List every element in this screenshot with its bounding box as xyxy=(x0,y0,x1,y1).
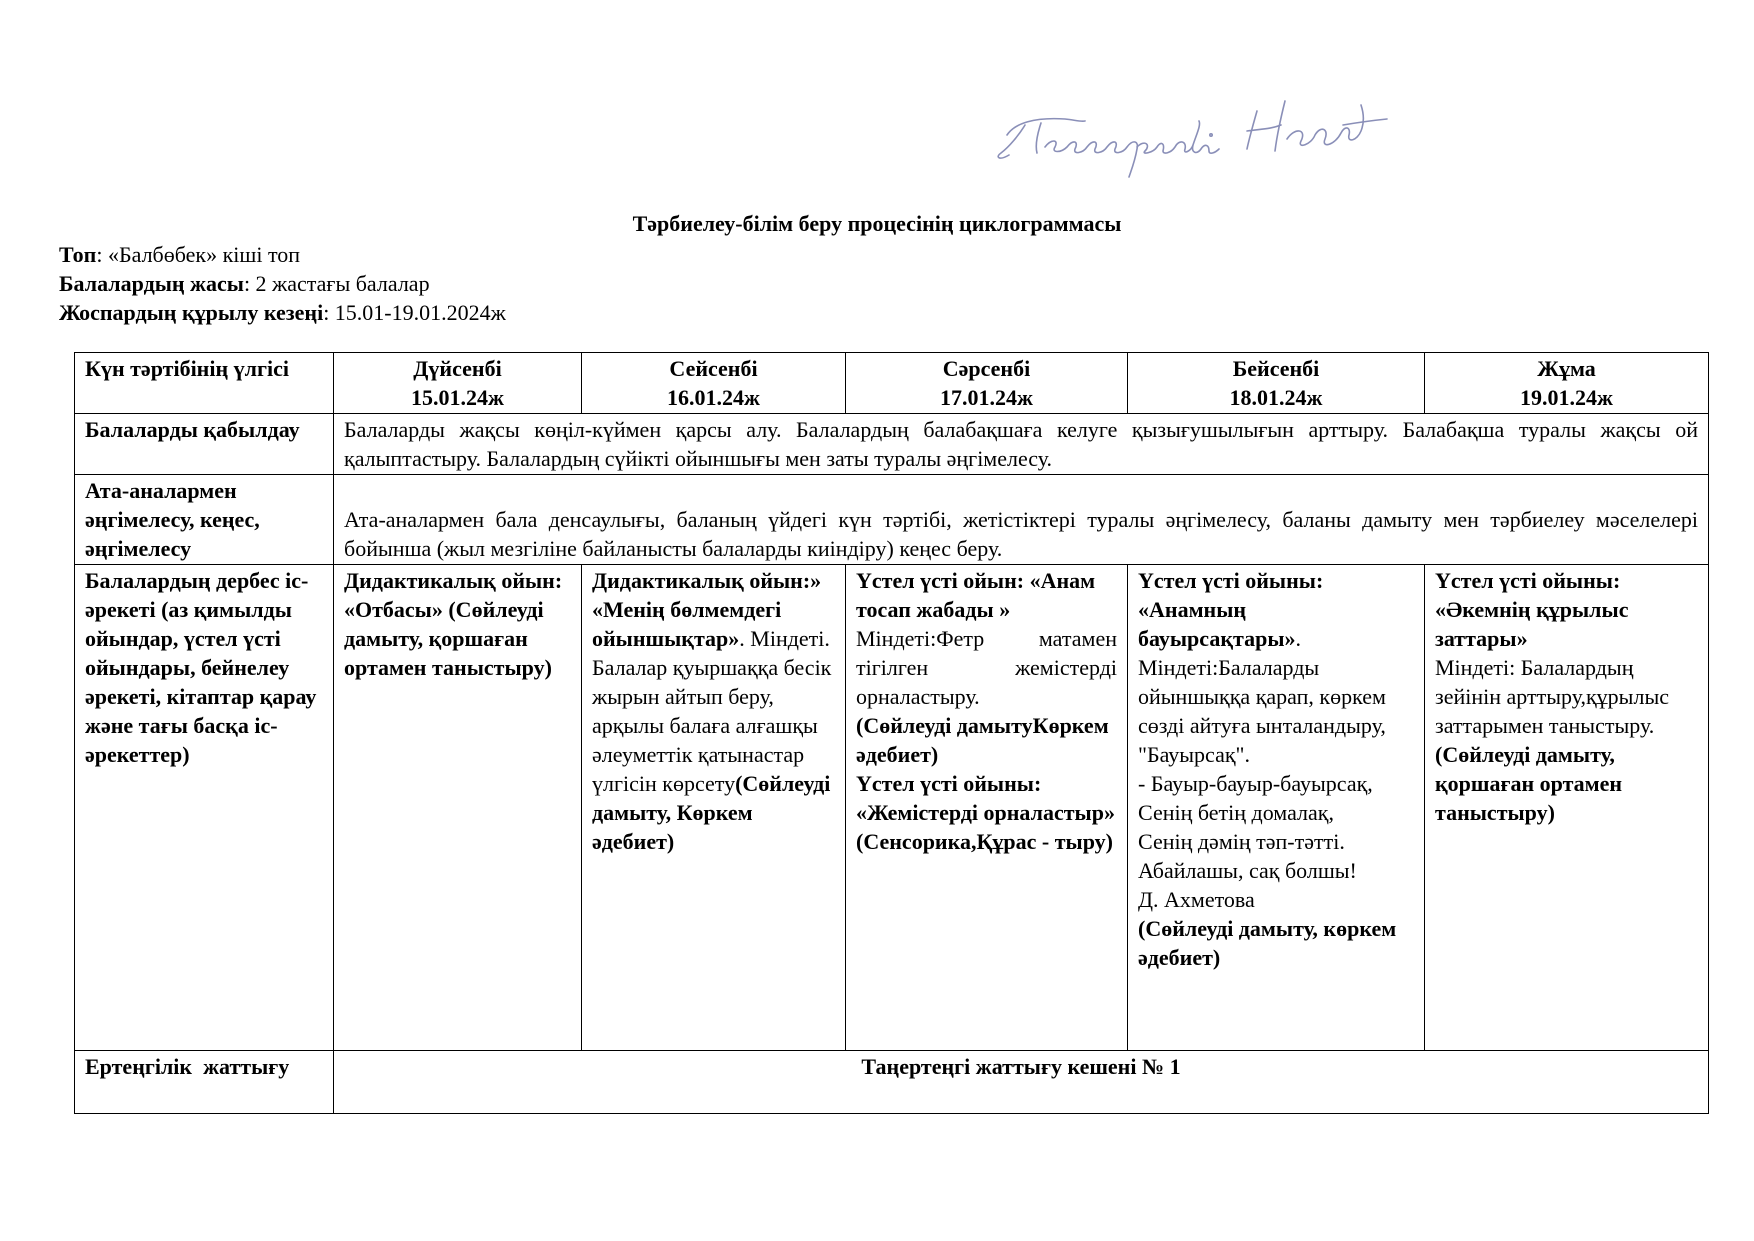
document-title: Тәрбиелеу-білім беру процесінің циклограммасы xyxy=(632,211,1122,236)
activity-title: Үстел үсті ойын: «Анам тосап жабады » xyxy=(856,568,1096,622)
day-date: 18.01.24ж xyxy=(1229,385,1323,410)
activity-wednesday xyxy=(846,565,1128,1051)
activity-task: Міндеті: Балалардың зейінін арттыру,құрылыс заттарымен таныстыру. xyxy=(1435,655,1669,738)
activity-title: Дидактикалық ойын:» «Менің бөлмемдегі ойыншықтар» xyxy=(592,568,822,651)
day-header-thursday xyxy=(1128,353,1425,414)
row-label: Балалардың дербес іс-әрекеті (аз қимылды ойындар, үстел үсті ойындары, бейнелеу әрекеті, кітаптар қарау және тағы басқа іс-әрекеттер) xyxy=(75,565,334,1051)
cyclogram-table xyxy=(74,352,1709,1114)
day-date: 15.01.24ж xyxy=(411,385,504,410)
activity-thursday xyxy=(1128,565,1425,1051)
group-value: : «Балбөбек» кіші топ xyxy=(96,242,301,267)
day-header-tuesday xyxy=(582,353,846,414)
exercise-row xyxy=(75,1051,1709,1114)
day-header-wednesday xyxy=(846,353,1128,414)
activity-title: Үстел үсті ойыны: «Анамның бауырсақтары» xyxy=(1138,568,1324,651)
activity-area: (Сөйлеуді дамыту, көркем әдебиет) xyxy=(1138,916,1397,970)
group-label: Топ xyxy=(59,242,97,267)
activity-tuesday xyxy=(582,565,846,1051)
day-name: Сәрсенбі xyxy=(942,356,1031,381)
day-date: 16.01.24ж xyxy=(667,385,760,410)
age-label: Балалардың жасы xyxy=(59,271,244,296)
row-label: Ата-аналармен әңгімелесу, кеңес, әңгімелесу xyxy=(75,475,334,565)
poem-line: - Бауыр-бауыр-бауырсақ, xyxy=(1138,771,1373,796)
activity-monday xyxy=(334,565,582,1051)
parents-row xyxy=(75,475,1709,565)
activity-area: (Сөйлеуді дамыту, қоршаған ортамен таныстыру) xyxy=(1435,742,1623,825)
age-value: : 2 жастағы балалар xyxy=(243,271,430,296)
period-value: : 15.01-19.01.2024ж xyxy=(323,300,506,325)
activity-task: Міндеті:Фетр матамен тігілген жемістерді орналастыру. xyxy=(856,626,1117,709)
day-date: 17.01.24ж xyxy=(940,385,1033,410)
group-line xyxy=(59,240,506,269)
row-label: Балаларды қабылдау xyxy=(75,414,334,475)
activity-friday xyxy=(1425,565,1709,1051)
poem-line: Сенің бетің домалақ, xyxy=(1138,800,1334,825)
day-name: Бейсенбі xyxy=(1232,356,1320,381)
poem-line: Абайлашы, сақ болшы! xyxy=(1138,858,1357,883)
reception-row xyxy=(75,414,1709,475)
day-name: Жұма xyxy=(1537,356,1596,381)
activity-task: . Міндеті. Балалар қуыршаққа бесік жырын айтып беру, арқылы балаға алғашқы әлеуметтік қатынастар үлгісін көрсету xyxy=(592,626,832,796)
header-row xyxy=(75,353,1709,414)
day-header-monday xyxy=(334,353,582,414)
day-name: Сейсенбі xyxy=(669,356,758,381)
activity-title: Үстел үсті ойыны: «Әкемнің құрылыс заттары» xyxy=(1435,568,1629,651)
day-date: 19.01.24ж xyxy=(1520,385,1613,410)
activity-area: (Сөйлеуді дамыту, Көркем әдебиет) xyxy=(592,771,831,854)
age-line xyxy=(59,269,506,298)
handwritten-signature xyxy=(995,95,1415,185)
day-name: Дүйсенбі xyxy=(413,356,502,381)
parents-text: Ата-аналармен бала денсаулығы, баланың үйдегі күн тәртібі, жетістіктері туралы әңгімелесу, баланы дамыту мен тәрбиелеу мәселелері бойынша (жыл мезгіліне байланысты балаларды киіндіру) кеңес беру. xyxy=(334,475,1709,565)
activity-title-second: Үстел үсті ойыны: «Жемістерді орналастыр» (Сенсорика,Құрас - тыру) xyxy=(856,771,1115,854)
reception-text: Балаларды жақсы көңіл-күймен қарсы алу. Балалардың балабақшаға келуге қызығушылығын арттыру. Балабақша туралы жақсы ой қалыптастыру. Балалардың сүйікті ойыншығы мен заты туралы әңгімелесу. xyxy=(334,414,1709,475)
period-line xyxy=(59,298,506,327)
activity-title: Дидактикалық ойын: «Отбасы» (Сөйлеуді дамыту, қоршаған ортамен таныстыру) xyxy=(344,568,563,680)
document-meta xyxy=(59,240,506,327)
activity-task: . Міндеті:Балаларды ойыншыққа қарап, көркем сөзді айтуға ынталандыру, "Бауырсақ". xyxy=(1138,626,1386,767)
exercise-text: Таңертеңгі жаттығу кешені № 1 xyxy=(334,1051,1709,1114)
period-label: Жоспардың құрылу кезеңі xyxy=(59,300,324,325)
activity-row xyxy=(75,565,1709,1051)
day-header-friday xyxy=(1425,353,1709,414)
poem-author: Д. Ахметова xyxy=(1138,887,1255,912)
poem-line: Сенің дәмің тәп-тәтті. xyxy=(1138,829,1345,854)
corner-header: Күн тәртібінің үлгісі xyxy=(75,353,334,414)
row-label: Ертеңгілік жаттығу xyxy=(75,1051,334,1114)
activity-area: (Сөйлеуді дамытуКөркем әдебиет) xyxy=(856,713,1109,767)
